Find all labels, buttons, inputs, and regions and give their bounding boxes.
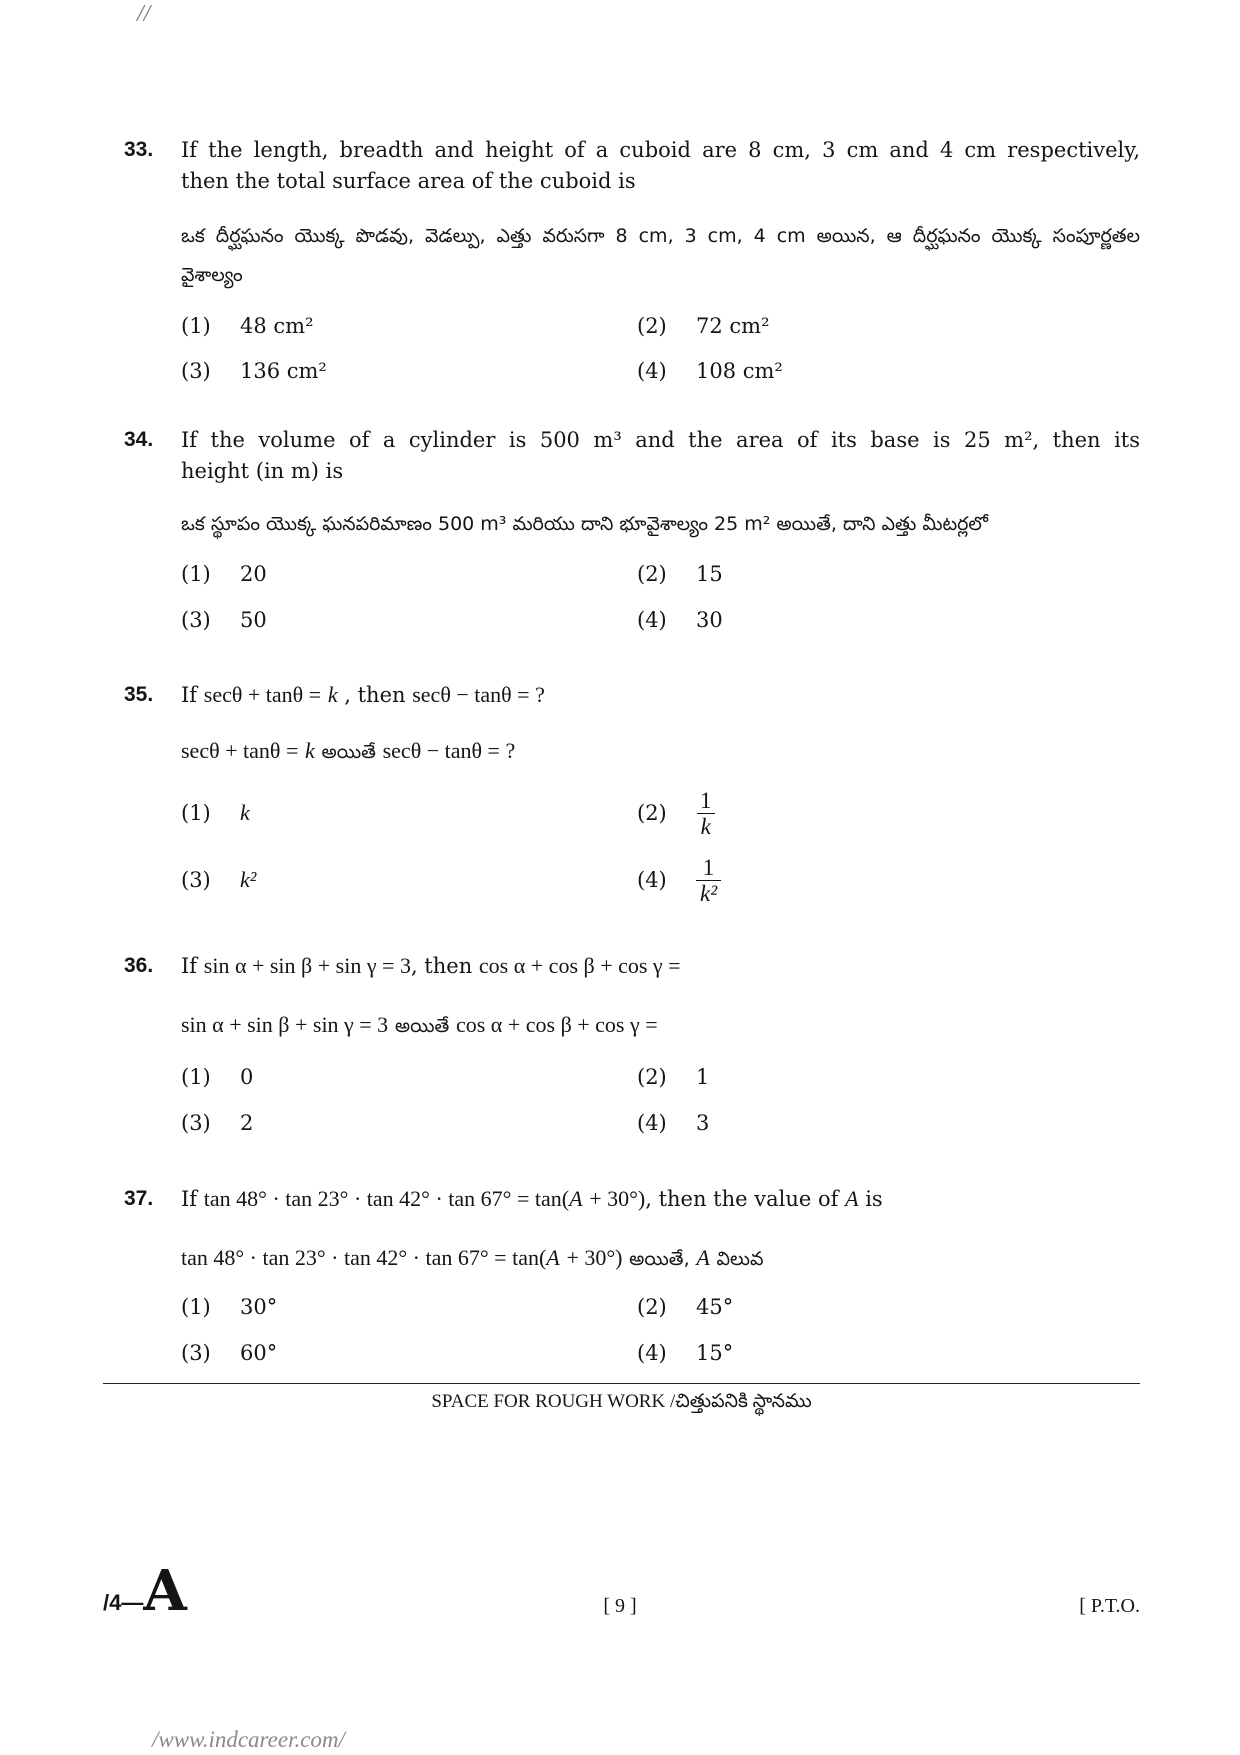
option-value: 30 — [696, 608, 723, 632]
option-4 — [637, 356, 783, 386]
option-label: (4) — [637, 608, 667, 632]
option-label: (2) — [637, 1065, 667, 1089]
option-value: 1 — [696, 1065, 710, 1089]
question-number: 37. — [124, 1187, 154, 1210]
source-watermark: /www.indcareer.com/ — [152, 1727, 345, 1752]
telugu-text-line-1: ఒక స్థూపం యొక్క ఘనపరిమాణం 500 m³ మరియు దాని భూవైశాల్యం 25 m² అయితే, దాని ఎత్తు మీటర్లలో — [181, 513, 988, 535]
option-label: (1) — [181, 1065, 211, 1089]
math-expression: sin α + sin β + sin γ = 3 — [203, 953, 411, 978]
option-label: (3) — [181, 1111, 211, 1135]
question-text-line-1 — [181, 951, 1140, 981]
fraction-denominator: k² — [696, 880, 721, 906]
option-2 — [637, 786, 716, 840]
option-3 — [181, 605, 267, 635]
math-variable: A — [845, 1186, 859, 1211]
question-number: 35. — [124, 683, 154, 706]
question-text-line-2: then the total surface area of the cuboid is — [181, 169, 636, 193]
word-then: , then — [344, 683, 406, 707]
option-3 — [181, 852, 256, 908]
option-value: 20 — [240, 562, 267, 586]
math-variable: A — [569, 1186, 583, 1211]
option-label: (4) — [637, 1111, 667, 1135]
option-1 — [181, 311, 314, 341]
math-expression: secθ + tanθ = — [203, 682, 322, 707]
option-value: 50 — [240, 608, 267, 632]
option-value: 136 cm² — [240, 359, 327, 383]
option-1 — [181, 1292, 277, 1322]
option-2 — [637, 311, 770, 341]
option-value: 60° — [240, 1341, 278, 1365]
math-expression: tan 48° · tan 23° · tan 42° · tan 67° = tan( — [181, 1245, 547, 1270]
rough-work-label: SPACE FOR ROUGH WORK /చిత్తుపనికి స్థానము — [431, 1391, 812, 1412]
option-label: (4) — [637, 1341, 667, 1365]
option-3 — [181, 1108, 253, 1138]
question-text-line-1 — [181, 680, 1140, 710]
option-4 — [637, 852, 721, 908]
option-label: (3) — [181, 1341, 211, 1365]
telugu-text-line-1 — [181, 734, 1140, 768]
option-value: 15° — [696, 1341, 734, 1365]
option-label: (1) — [181, 562, 211, 586]
option-label: (4) — [637, 868, 667, 892]
math-variable: k — [327, 682, 338, 707]
word-if: If — [181, 683, 198, 707]
option-label: (3) — [181, 868, 211, 892]
option-label: (2) — [637, 314, 667, 338]
telugu-text-line-2: వైశాల్యం — [181, 264, 243, 286]
option-label: (1) — [181, 1295, 211, 1319]
option-label: (1) — [181, 314, 211, 338]
option-2 — [637, 1292, 733, 1322]
option-label: (3) — [181, 359, 211, 383]
telugu-word: అయితే — [321, 741, 376, 763]
telugu-text-line-1 — [181, 1241, 1140, 1275]
math-expression: secθ + tanθ = — [181, 738, 299, 763]
option-4 — [637, 1338, 733, 1368]
math-expression: cos α + cos β + cos γ = — [478, 953, 681, 978]
option-4 — [637, 1108, 709, 1138]
fraction — [696, 788, 716, 839]
math-expression: secθ − tanθ = ? — [412, 682, 545, 707]
question-text-line-1 — [181, 1184, 1140, 1214]
option-3 — [181, 356, 327, 386]
option-3 — [181, 1338, 277, 1368]
telugu-text-line-1 — [181, 1008, 1140, 1042]
telugu-word: అయితే — [394, 1015, 450, 1037]
paper-code-prefix: /4— — [103, 1590, 144, 1615]
paper-code-letter: A — [143, 1558, 187, 1624]
option-value: 30° — [240, 1295, 278, 1319]
page-number: [ 9 ] — [603, 1595, 637, 1617]
option-label: (3) — [181, 608, 211, 632]
rough-work-divider — [103, 1383, 1140, 1384]
word-then: , then — [410, 954, 473, 978]
option-label: (2) — [637, 1295, 667, 1319]
option-value: 48 cm² — [240, 314, 314, 338]
question-text-line-1: If the volume of a cylinder is 500 m³ and the area of its base is 25 m², then its — [181, 428, 1140, 452]
page-mark: // — [137, 1, 151, 27]
option-value: 0 — [240, 1065, 254, 1089]
option-value: k — [240, 800, 250, 825]
question-number: 34. — [124, 428, 154, 451]
math-expression: cos α + cos β + cos γ = — [455, 1012, 658, 1037]
option-4 — [637, 605, 723, 635]
option-value: 45° — [696, 1295, 734, 1319]
option-1 — [181, 786, 250, 840]
math-expression: sin α + sin β + sin γ = 3 — [181, 1012, 389, 1037]
math-variable: A — [546, 1245, 560, 1270]
word-if: If — [181, 1187, 198, 1211]
question-number: 33. — [124, 138, 154, 161]
telugu-text-line-1: ఒక దీర్ఘఘనం యొక్క పొడవు, వెడల్పు, ఎత్తు వరుసగా 8 cm, 3 cm, 4 cm అయిన, ఆ దీర్ఘఘనం యొక్క సంపూర్ణతల — [181, 225, 1140, 247]
option-label: (2) — [637, 801, 667, 825]
option-value: 72 cm² — [696, 314, 770, 338]
word-then: , then the value of — [645, 1187, 839, 1211]
math-variable: A — [696, 1245, 710, 1270]
option-value: 15 — [696, 562, 723, 586]
telugu-word: విలువ — [716, 1248, 764, 1270]
option-2 — [637, 559, 723, 589]
math-expression: + 30°) — [589, 1186, 646, 1211]
telugu-word: అయితే, — [629, 1248, 690, 1270]
option-1 — [181, 1062, 253, 1092]
math-expression: + 30°) — [566, 1245, 623, 1270]
fraction-denominator: k — [697, 813, 715, 839]
fraction — [696, 855, 721, 906]
question-number: 36. — [124, 954, 154, 977]
option-label: (2) — [637, 562, 667, 586]
option-value: 108 cm² — [696, 359, 783, 383]
option-1 — [181, 559, 267, 589]
option-value: 3 — [696, 1111, 710, 1135]
option-value: 2 — [240, 1111, 254, 1135]
math-expression: tan 48° · tan 23° · tan 42° · tan 67° = tan( — [203, 1186, 570, 1211]
fraction-numerator: 1 — [700, 787, 712, 813]
word-if: If — [181, 954, 198, 978]
please-turn-over: [ P.T.O. — [1079, 1595, 1140, 1617]
math-variable: k — [305, 738, 315, 763]
fraction-numerator: 1 — [702, 854, 715, 880]
word-is: is — [865, 1187, 883, 1211]
math-expression: secθ − tanθ = ? — [382, 738, 516, 763]
question-text-line-1: If the length, breadth and height of a cuboid are 8 cm, 3 cm and 4 cm respectively, — [181, 138, 1140, 162]
option-2 — [637, 1062, 709, 1092]
option-label: (1) — [181, 801, 211, 825]
option-value: k² — [240, 867, 257, 892]
question-text-line-2: height (in m) is — [181, 459, 344, 483]
option-label: (4) — [637, 359, 667, 383]
